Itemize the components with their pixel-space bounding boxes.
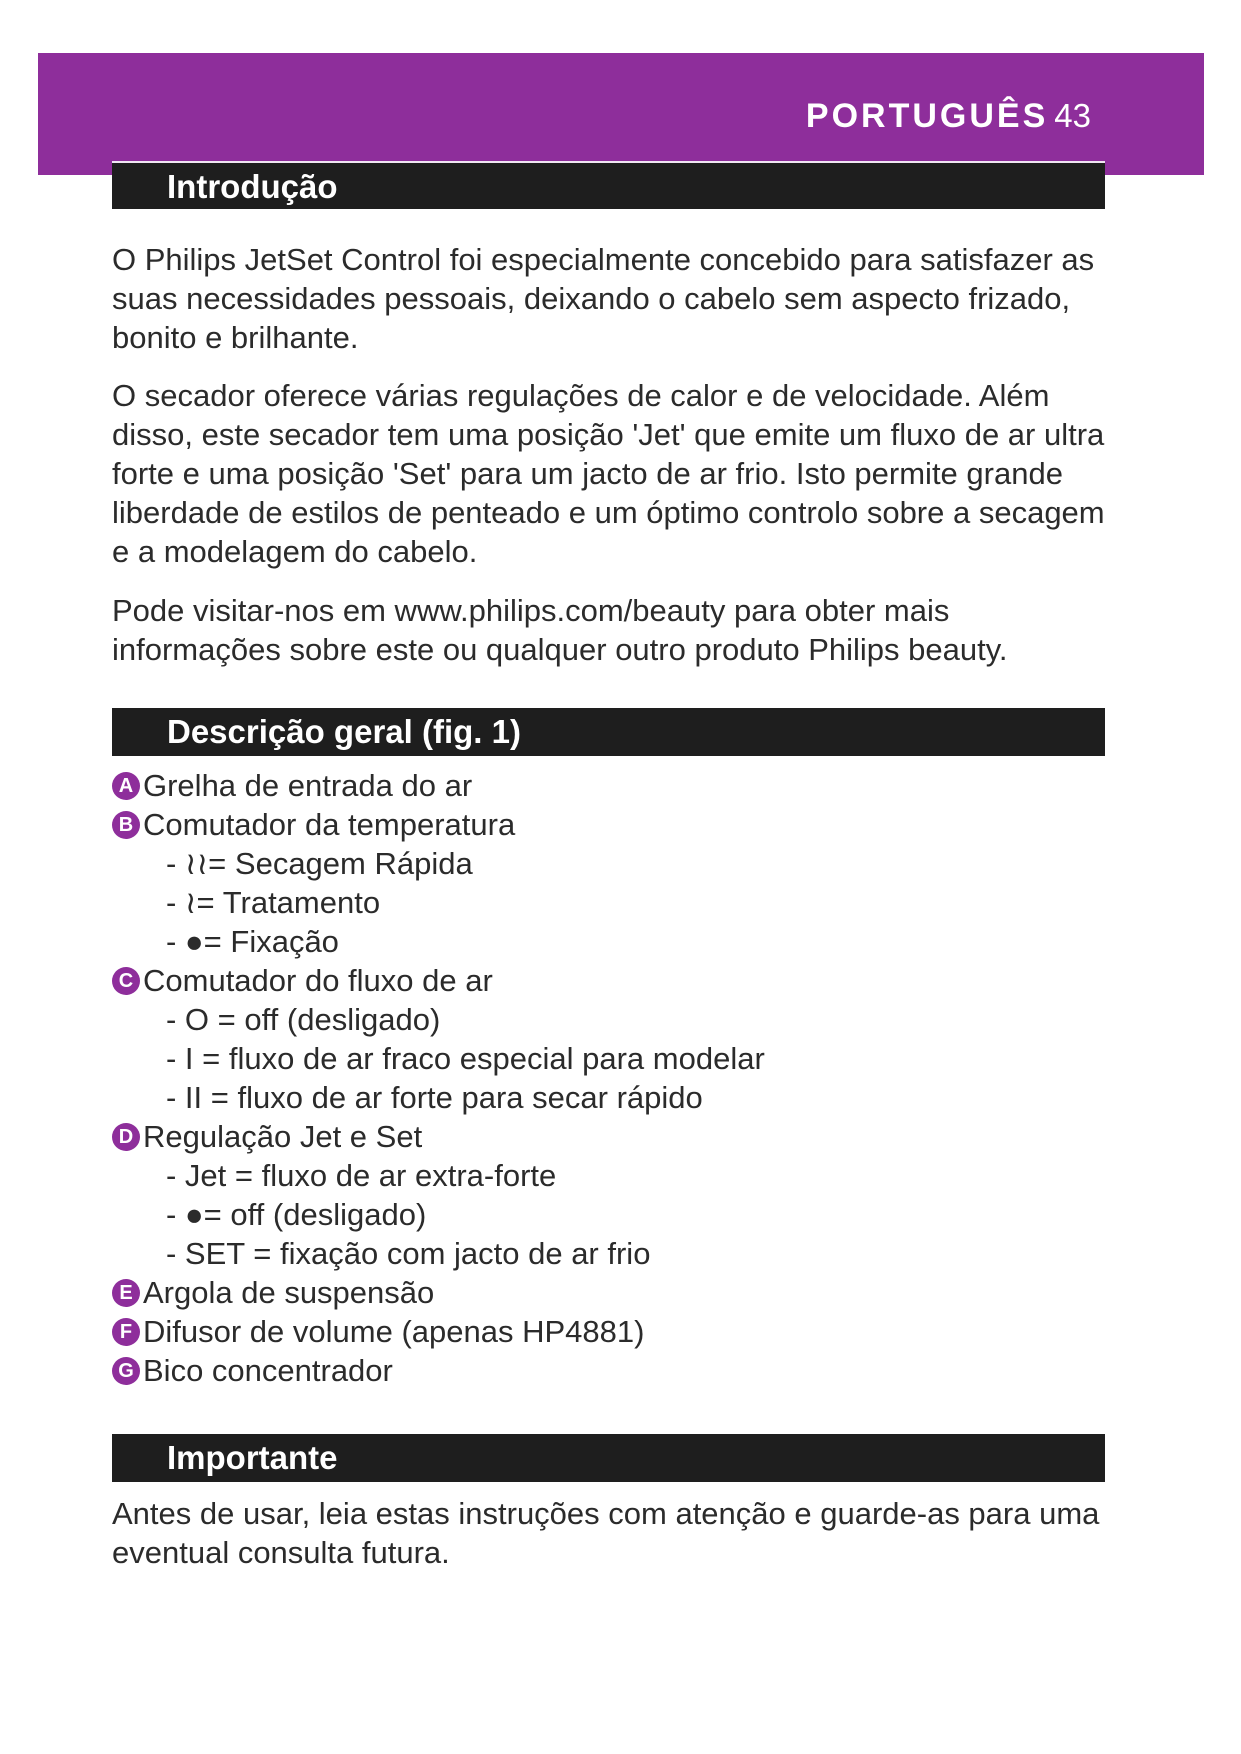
- intro-paragraph-1: O Philips JetSet Control foi especialmente concebido para satisfazer as suas necessidades pessoais, deixando o cabelo sem aspecto frizado, bonito e brilhante.: [112, 242, 1095, 355]
- sub-item: - ≀≀= Secagem Rápida: [166, 846, 473, 881]
- item-label: Bico concentrador: [143, 1353, 393, 1388]
- item-label: Difusor de volume (apenas HP4881): [143, 1314, 645, 1349]
- section-header-intro: [112, 161, 1105, 209]
- page-number: 43: [1054, 97, 1091, 134]
- list-item: [112, 1351, 1112, 1390]
- section-title: Introdução: [167, 168, 338, 205]
- important-paragraph: Antes de usar, leia estas instruções com atenção e guarde-as para uma eventual consulta futura.: [112, 1496, 1100, 1570]
- list-item: [112, 766, 1112, 805]
- letter-badge: B: [112, 811, 140, 839]
- item-label: Grelha de entrada do ar: [143, 768, 473, 803]
- intro-paragraph-2: O secador oferece várias regulações de calor e de velocidade. Além disso, este secador tem uma posição 'Jet' que emite um fluxo de ar ultra forte e uma posição 'Set' para um jacto de ar frio. Isto permite grande liberdade de estilos de penteado e um óptimo controlo sobre a secagem e a modelagem do cabelo.: [112, 378, 1105, 569]
- item-label: Comutador da temperatura: [143, 807, 516, 842]
- sub-item: - Jet = fluxo de ar extra-forte: [166, 1158, 557, 1193]
- letter-badge: F: [112, 1318, 140, 1346]
- page-header: [806, 96, 1091, 136]
- section-title: Importante: [167, 1439, 338, 1476]
- sub-item: - ●= Fixação: [166, 924, 339, 959]
- letter-badge: G: [112, 1357, 140, 1385]
- overview-list: [112, 766, 1112, 1390]
- intro-paragraph-3: Pode visitar-nos em www.philips.com/beauty para obter mais informações sobre este ou qualquer outro produto Philips beauty.: [112, 593, 1008, 667]
- item-label: Argola de suspensão: [143, 1275, 435, 1310]
- sub-item: - ≀= Tratamento: [166, 885, 381, 920]
- item-label: Regulação Jet e Set: [143, 1119, 423, 1154]
- sub-item: - II = fluxo de ar forte para secar rápido: [166, 1080, 703, 1115]
- list-item: [112, 1273, 1112, 1312]
- section-header-overview: [112, 708, 1105, 756]
- list-item: [112, 1312, 1112, 1351]
- sub-item: - ●= off (desligado): [166, 1197, 427, 1232]
- letter-badge: C: [112, 967, 140, 995]
- letter-badge: E: [112, 1279, 140, 1307]
- sub-item: - O = off (desligado): [166, 1002, 441, 1037]
- section-header-important: [112, 1434, 1105, 1482]
- section-title: Descrição geral (fig. 1): [167, 713, 521, 750]
- letter-badge: D: [112, 1123, 140, 1151]
- item-label: Comutador do fluxo de ar: [143, 963, 493, 998]
- list-item: [112, 805, 1112, 844]
- sub-item: - SET = fixação com jacto de ar frio: [166, 1236, 651, 1271]
- language-label: PORTUGUÊS: [805, 97, 1049, 135]
- letter-badge: A: [112, 772, 140, 800]
- list-item: [112, 1117, 1112, 1156]
- sub-item: - I = fluxo de ar fraco especial para modelar: [166, 1041, 765, 1076]
- list-item: [112, 961, 1112, 1000]
